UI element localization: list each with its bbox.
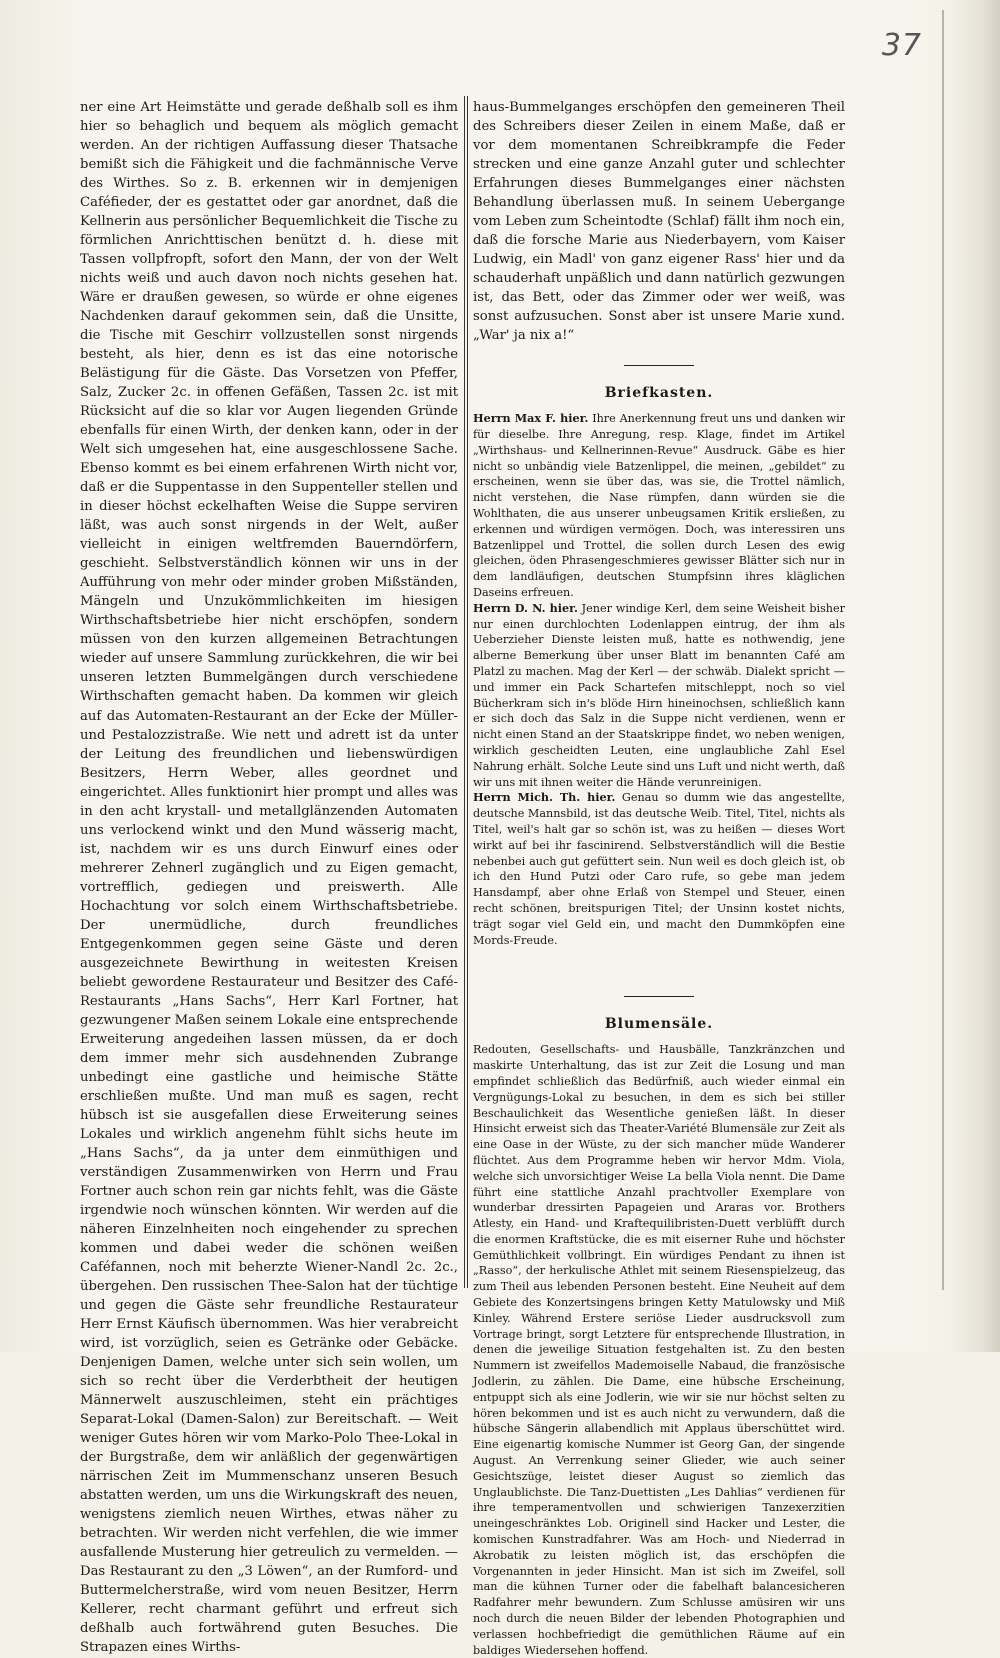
page-number: 37 bbox=[881, 28, 922, 63]
left-column-text: ner eine Art Heimstätte und gerade deßhalb soll es ihm hier so behaglich und bequem als möglich gemacht werden. An der richtigen Auffassung dieser Thatsache bemißt sich die Fähigkeit und die fachmännische Verve des Wirthes. So z. B. erkennen wir in demjenigen Caféfieder, der es gestattet oder gar anordnet, daß die Kellnerin aus persönlicher Bequemlichkeit die Tische zu förmlichen Anrichttischen benützt d. h. diese mit Tassen vollpfropft, sofort den Mann, der von der Welt nichts weiß und auch davon noch nichts gesehen hat. Wäre er draußen gewesen, so würde er ohne eigenes Nachdenken darauf gekommen sein, daß die Unsitte, die Tische mit Geschirr vollzustellen sonst nirgends besteht, als hier, denn es ist das eine notorische Belästigung für die Gäste. Das Vorsetzen von Pfeffer, Salz, Zucker 2c. in offenen Gefäßen, Tassen 2c. ist mit Rücksicht auf die so klar vor Augen liegenden Gründe ebenfalls für einen Wirth, der denken kann, oder in der Welt sich umgesehen hat, eine ausgeschlossene Sache. Ebenso kommt es bei einem erfahrenen Wirth nicht vor, daß er die Suppentasse in den Suppenteller stellen und in dieser höchst eckelhaften Weise die Suppe serviren läßt, was auch sonst nirgends in der Welt, außer vielleicht in einigen weltfremden Bauerndörfern, geschieht. Selbstverständlich können wir uns in der Aufführung von mehr oder minder groben Mißständen, Mängeln und Unzukömmlichkeiten im hiesigen Wirthschaftsbetriebe hier nicht erschöpfen, sondern müssen von den kurzen allgemeinen Betrachtungen wieder auf unsere Sammlung zurückkehren, die wir bei unseren letzten Bummelgängen durch verschiedene Wirthschaften gemacht haben. Da kommen wir gleich auf das Automaten-Restaurant an der Ecke der Müller- und Pestalozzistraße. Wie nett und adrett ist da unter der Leitung des freundlichen und liebenswürdigen Besitzers, Herrn Weber, alles geordnet und eingerichtet. Alles funktionirt hier prompt und alles was in den acht krystall- und metallglänzenden Automaten uns verlockend winkt und den Mund wässerig macht, ist, nachdem wir es uns durch Einwurf eines oder mehrerer Zehnerl zugänglich und zu Eigen gemacht, vortrefflich, gediegen und preiswerth. Alle Hochachtung vor solch einem Wirthschaftsbetriebe. Der unermüdliche, durch freundliches Entgegenkommen gegen seine Gäste und deren ausgezeichnete Bewirthung in weitesten Kreisen beliebt gewordene Restaurateur und Besitzer des Café-Restaurants „Hans Sachs“, Herr Karl Fortner, hat gezwungener Maßen seinem Lokale eine entsprechende Erweiterung angedeihen lassen müssen, da er doch dem immer mehr sich ausdehnenden Zubrange unbedingt eine gastliche und heimische Stätte erschließen mußte. Und man muß es sagen, recht hübsch ist sie ausgefallen diese Erweiterung seines Lokales und wirklich angenehm fühlt sichs heute im „Hans Sachs“, da ja unter dem einmüthigen und verständigen Zusammenwirken von Herrn und Frau Fortner auch schon rein gar nichts fehlt, was die Gäste irgendwie noch wünschen könnten. Wir werden auf die näheren Einzelnheiten noch eingehender zu sprechen kommen und dabei weder die schönen weißen Caféfannen, noch mit beherzte Wiener-Nandl 2c. 2c., übergehen. Den russischen Thee-Salon hat der tüchtige und gegen die Gäste sehr freundliche Restaurateur Herr Ernst Käufisch übernommen. Was hier verabreicht wird, ist vorzüglich, seien es Getränke oder Gebäcke. Denjenigen Damen, welche unter sich sein wollen, um sich so recht über die Verderbtheit der heutigen Männerwelt auszuschleimen, steht ein prächtiges Separat-Lokal (Damen-Salon) zur Bereitschaft. — Weit weniger Gutes hören wir vom Marko-Polo Thee-Lokal in der Burgstraße, dem wir anläßlich der gegenwärtigen närrischen Zeit im Mummenschanz unseren Besuch abstatten werden, um uns die Wirkungskraft des neuen, wenigstens ziemlich neuen Wirthes, etwas näher zu betrachten. Wir werden nicht verfehlen, die wie immer ausfallende Musterung hier getreulich zu vermelden. — Das Restaurant zu den „3 Löwen“, an der Rumford- und Buttermelcherstraße, wird vom neuen Besitzer, Herrn Kellerer, recht charmant geführt und erfreut sich deßhalb auch fortwährend guten Besuches. Die Strapazen eines Wirths- bbox=[80, 100, 458, 1656]
entry-text: Ihre Anerkennung freut uns und danken wir für dieselbe. Ihre Anregung, resp. Klage, findet im Artikel „Wirthshaus- und Kellnerinnen-Revue“ Ausdruck. Gäbe es hier nicht so unbändig viele Batzenlippel, die meinen, „gebildet“ zu erscheinen, wenn sie über das, was sie, die Trottel nämlich, nicht verstehen, die Nase rümpfen, dann würden sie die Wohlthaten, die aus unserer unbeugsamen Kritik ersließen, zu erkennen und würdigen vermögen. Doch, was interessiren uns Batzenlippel und Trottel, die sollen durch Lesen des ewig gleichen, öden Phrasengeschmieres gewisser Blätter sich nur in dem landläufigen, deutschen Stumpfsinn ihres kläglichen Daseins erfreuen. bbox=[473, 412, 845, 599]
entry-addressee: Herrn Mich. Th. hier. bbox=[473, 790, 616, 805]
page-edge-shadow bbox=[950, 0, 1000, 1352]
binding-edge bbox=[942, 10, 944, 1290]
column-rule bbox=[464, 96, 465, 1288]
briefkasten-entry bbox=[473, 411, 845, 601]
column-rule-double bbox=[467, 96, 468, 1288]
entry-addressee: Herrn D. N. hier. bbox=[473, 600, 578, 615]
right-column bbox=[473, 98, 845, 1658]
blumensaele-title: Blumensäle. bbox=[604, 1016, 714, 1033]
briefkasten-title: Briefkasten. bbox=[604, 385, 714, 402]
right-column-intro: haus-Bummelganges erschöpfen den gemeineren Theil des Schreibers dieser Zeilen in einem Maße, daß er vor dem momentanen Schreibkrampfe die Feder strecken und eine ganze Anzahl guter und schlechter Erfahrungen dieses Bummelganges einer nächsten Behandlung überlassen muß. In seinem Uebergange vom Leben zum Scheintodte (Schlaf) fällt ihm noch ein, daß die forsche Marie aus Niederbayern, vom Kaiser Ludwig, ein Madl' von ganz eigener Rass' hier und da schauderhaft unpäßlich und dann natürlich gezwungen ist, das Bett, oder das Zimmer oder wer weiß, was sonst aufzusuchen. Sonst aber ist unsere Marie xund. „War' ja nix a!“ bbox=[473, 100, 845, 344]
blumensaele-text: Redouten, Gesellschafts- und Hausbälle, Tanzkränzchen und maskirte Unterhaltung, das ist zur Zeit die Losung und man empfindet schließlich das Bedürfniß, auch wieder einmal ein Vergnügungs-Lokal zu besuchen, in dem es sich bei stiller Beschaulichkeit das Wesentliche genießen läßt. In dieser Hinsicht erweist sich das Theater-Variété Blumensäle zur Zeit als eine Oase in der Wüste, zu der sich mancher müde Wanderer flüchtet. Aus dem Programme heben wir hervor Mdm. Viola, welche sich unvorsichtiger Weise La bella Viola nennt. Die Dame führt eine stattliche Anzahl prachtvoller Exemplare von wunderbar dressirten Papageien und Araras vor. Brothers Atlesty, ein Hand- und Kraftequilibristen-Duett verblüfft durch die enormen Kraftstücke, die es mit eiserner Ruhe und höchster Gemüthlichkeit vollbringt. Ein würdiges Pendant zu ihnen ist „Rasso“, der herkulische Athlet mit seinem Riesenspielzeug, das zum Theil aus lebenden Personen besteht. Eine Neuheit auf dem Gebiete des Konzertsingens bringen Ketty Matulowsky und Miß Kinley. Während Erstere seriöse Lieder ausdrucksvoll zum Vortrage bringt, sorgt Letztere für entsprechende Illustration, in denen die jeweilige Situation festgehalten ist. Zu den besten Nummern ist zweifellos Mademoiselle Nabaud, die französische Jodlerin, zu zählen. Die Dame, eine hübsche Erscheinung, entpuppt sich als eine Jodlerin, wie wir sie nur höchst selten zu hören bekommen und ist es auch nicht zu verwundern, daß die hübsche Sängerin allabendlich mit Applaus überschüttet wird. Eine eigenartig komische Nummer ist Georg Gan, der singende August. An Verrenkung seiner Glieder, wie auch seiner Gesichtszüge, leistet dieser August so ziemlich das Unglaublichste. Die Tanz-Duettisten „Les Dahlias“ verdienen für ihre temperamentvollen und schwierigen Tanzexerzitien uneingeschränktes Lob. Originell sind Hacker und Lester, die komischen Kunstradfahrer. Was am Hoch- und Niederrad in Akrobatik zu leisten möglich ist, das erschöpfen die Vorgenannten in jeder Hinsicht. Man ist sich im Zweifel, soll man die kühnen Turner oder die fabelhaft balancesicheren Radfahrer mehr bewundern. Zum Schlusse amüsiren wir uns noch durch die neuen Bilder der lebenden Photographien und verlassen hochbefriedigt die gemüthlichen Räume auf ein baldiges Wiedersehen hoffend. bbox=[473, 1043, 845, 1657]
entry-text: Jener windige Kerl, dem seine Weisheit bisher nur einen durchlochten Lodenlappen eintrug, der ihm als Ueberzieher Dienste leisten muß, hatte es nothwendig, jene alberne Bemerkung über unser Blatt im benannten Café am Platzl zu machen. Mag der Kerl — der schwäb. Dialekt spricht — und immer ein Pack Schartefen mitschleppt, noch so viel Bücherkram sich in's blöde Hirn hineinochsen, schließlich kann er sich doch das Salz in die Suppe nicht verdienen, wenn er nicht einen Stand an der Staatskrippe findet, wo neben wenigen, wirklich gescheidten Leuten, eine unglaubliche Zahl Esel Nahrung erhält. Solche Leute sind uns Luft und nicht werth, daß wir uns mit ihnen weiter die Hände verunreinigen. bbox=[473, 601, 845, 789]
section-divider bbox=[624, 365, 694, 366]
entry-addressee: Herrn Max F. hier. bbox=[473, 411, 589, 426]
entry-text: Genau so dumm wie das angestellte, deutsche Mannsbild, ist das deutsche Weib. Titel, Titel, nichts als Titel, weil's halt gar so schön ist, was zu heißen — dieses Wort wirkt auf bei ihr fascinirend. Selbstverständlich will die Bestie nebenbei auch gut gefüttert sein. Nun weil es doch gleich ist, ob ich den Hund Putzi oder Caro rufe, so gebe man jedem Hansdampf, aber ohne Erlaß von Stempel und Steuer, einen recht schönen, breitspurigen Titel; der Unsinn kostet nichts, trägt sogar viel Geld ein, und macht den Dummköpfen eine Mords-Freude. bbox=[473, 791, 846, 947]
left-column bbox=[80, 98, 458, 1657]
section-divider bbox=[624, 996, 694, 997]
briefkasten-entry bbox=[473, 601, 845, 791]
briefkasten-entry bbox=[473, 790, 845, 948]
